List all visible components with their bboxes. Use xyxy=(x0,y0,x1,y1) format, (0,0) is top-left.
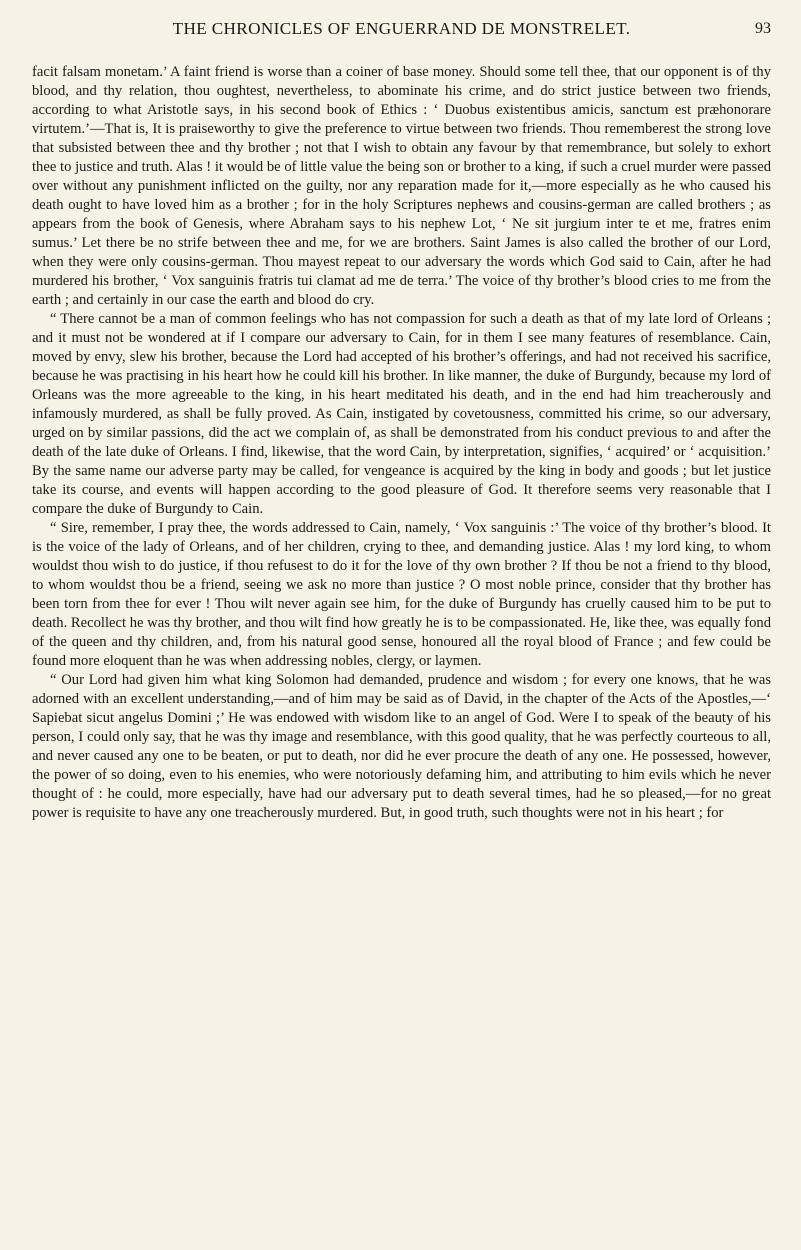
paragraph-2: “ There cannot be a man of common feelings who has not compassion for such a death as that of my late lord of Orleans ; and it must not be wondered at if I compare our adversary to Cain, for in them I see many features of resemblance. Cain, moved by envy, slew his brother, because the Lord had accepted of his brother’s offerings, and had not received his sacrifice, because he was practising in his heart how he could kill his brother. In like manner, the duke of Burgundy, because my lord of Orleans was the more agreeable to the king, in his heart meditated his death, and in the end had him treacherously and infamously murdered, as shall be fully proved. As Cain, instigated by covetousness, committed his crime, so our adversary, urged on by similar passions, did the act we complain of, as shall be demonstrated from his conduct previous to and after the death of the late duke of Orleans. I find, likewise, that the word Cain, by interpretation, signifies, ‘ acquired’ or ‘ acquisition.’ By the same name our adverse party may be called, for vengeance is acquired by the king in body and goods ; but let justice take its course, and events will happen according to the good pleasure of God. It therefore seems very reasonable that I compare the duke of Burgundy to Cain. xyxy=(32,311,771,517)
paragraph-4: “ Our Lord had given him what king Solomon had demanded, prudence and wisdom ; for every one knows, that he was adorned with an excellent understanding,—and of him may be said as of David, in the chapter of the Acts of the Apostles,—‘ Sapiebat sicut angelus Domini ;’ He was endowed with wisdom like to an angel of God. Were I to speak of the beauty of his person, I could only say, that he was thy image and resemblance, with this good quality, that he was perfectly courteous to all, and never caused any one to be beaten, or put to death, nor did he ever procure the death of any one. He possessed, however, the power of so doing, even to his enemies, who were notoriously defaming him, and attributing to him evils which he never thought of : he could, more especially, have had our adversary put to death several times, had he so pleased,—for no great power is requisite to have any one treacherously murdered. But, in good truth, such thoughts were not in his heart ; for xyxy=(32,672,771,821)
running-head xyxy=(32,16,771,42)
paragraph-3: “ Sire, remember, I pray thee, the words addressed to Cain, namely, ‘ Vox sanguinis :’ The voice of thy brother’s blood. It is the voice of the lady of Orleans, and of her children, crying to thee, and demanding justice. Alas ! my lord king, to whom wouldst thou wish to do justice, if thou refusest to do it for the love of thy own brother ? If thou be not a friend to thy blood, to whom wouldst thou be a friend, seeing we ask no more than justice ? O most noble prince, consider that thy brother has been torn from thee for ever ! Thou wilt never again see him, for the duke of Burgundy has cruelly caused him to be put to death. Recollect he was thy brother, and thou wilt find how greatly he is to be compassionated. He, like thee, was equally fond of the queen and thy children, and, from his natural good sense, honoured all the royal blood of France ; and few could be found more eloquent than he was when addressing nobles, clergy, or laymen. xyxy=(32,520,771,669)
paragraph-1: facit falsam monetam.’ A faint friend is worse than a coiner of base money. Should some tell thee, that our opponent is of thy blood, and thy relation, thou oughtest, nevertheless, to abominate his crime, and do strict justice between two friends, according to what Aristotle says, in his second book of Ethics : ‘ Duobus existentibus amicis, sanctum est præhonorare virtutem.’—That is, It is praiseworthy to give the preference to virtue between two friends. Thou rememberest the strong love that subsisted between thee and thy brother ; not that I wish to obtain any favour by that remembrance, but solely to exhort thee to justice and truth. Alas ! it would be of little value the being son or brother to a king, if such a cruel murder were passed over without any punishment inflicted on the guilty, nor any reparation made for it,—more especially as he who caused his death ought to have loved him as a brother ; for in the holy Scriptures nephews and cousins-german are called brothers ; as appears from the book of Genesis, where Abraham says to his nephew Lot, ‘ Ne sit jurgium inter te et me, fratres enim sumus.’ Let there be no strife between thee and me, for we are brothers. Saint James is also called the brother of our Lord, when they were only cousins-german. Thou mayest repeat to our adversary the words which God said to Cain, after he had murdered his brother, ‘ Vox sanguinis fratris tui clamat ad me de terra.’ The voice of thy brother’s blood cries to me from the earth ; and certainly in our case the earth and blood do cry. xyxy=(32,64,771,308)
page-number: 93 xyxy=(755,20,771,37)
running-title: THE CHRONICLES OF ENGUERRAND DE MONSTRELET. xyxy=(172,19,631,38)
body-text xyxy=(32,63,771,823)
